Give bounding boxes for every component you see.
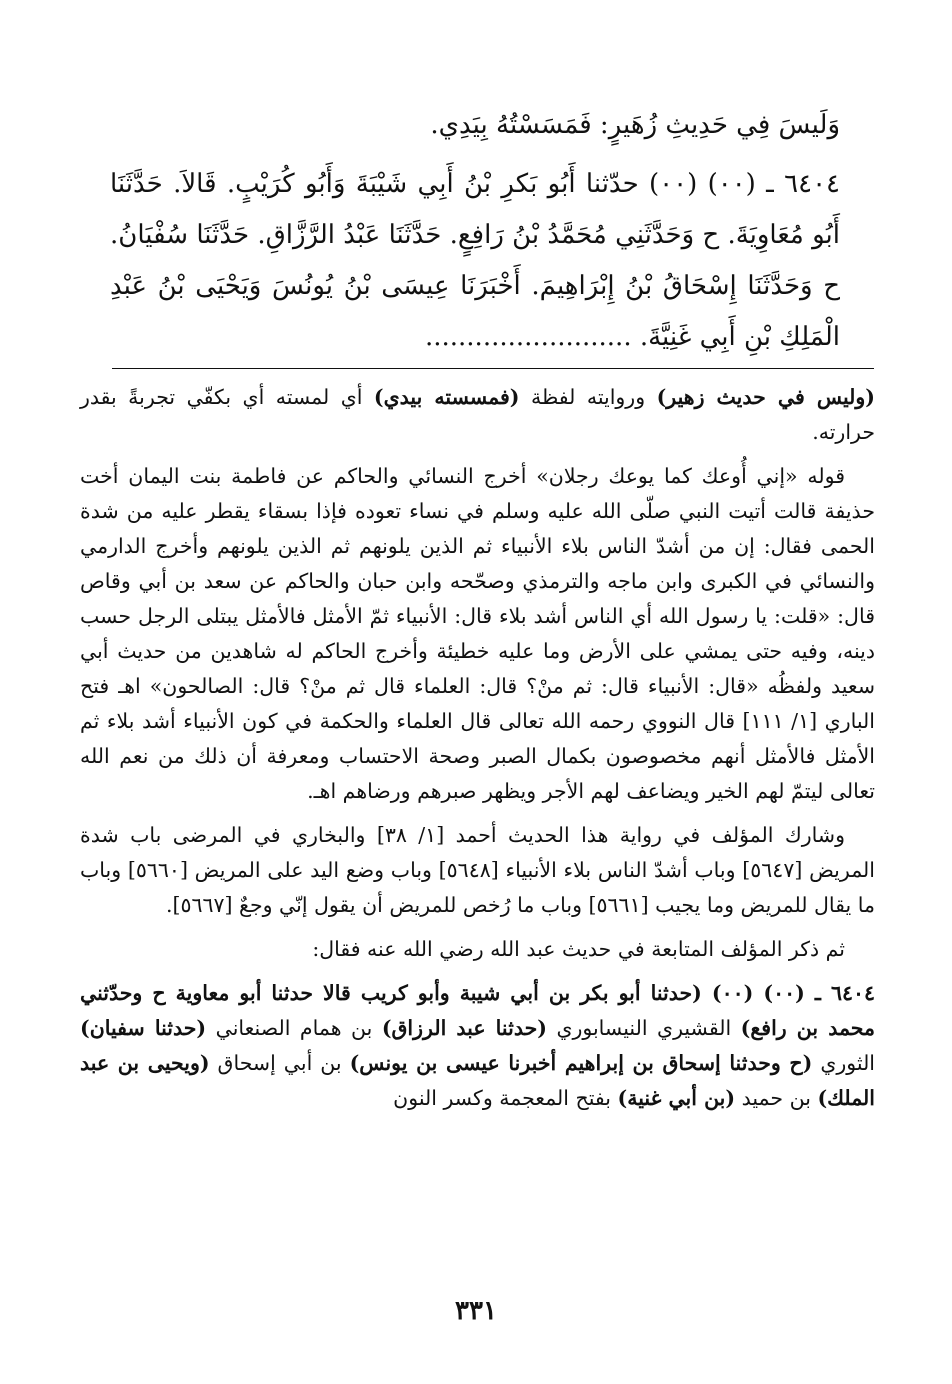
page-number: ٣٣١ bbox=[455, 1296, 497, 1326]
commentary-text: الثوري bbox=[812, 1051, 876, 1075]
commentary-paragraph-4: ثم ذكر المؤلف المتابعة في حديث عبد الله رضي الله عنه فقال: bbox=[312, 937, 845, 961]
quote-bold: (فمسسته بيدي) bbox=[373, 385, 520, 409]
commentary-text: القشيري النيسابوري bbox=[546, 1016, 741, 1040]
commentary-paragraph-1 bbox=[80, 380, 875, 450]
commentary-paragraph-2: قوله «إني أُوعك كما يوعك رجلان» أخرج النسائي والحاكم عن فاطمة بنت اليمان أخت حذيفة قالت أتيت النبي صلّى الله عليه وسلم في نساء تعوده فإذا بسقاء يقطر عليه من شدة الحمى فقال: إن من أشدّ الناس بلاء الأنبياء ثم الذين يلونهم ثم الذين يلونهم وأخرج الدارمي والنسائي في الكبرى وابن ماجه والترمذي وصحّحه وابن حبان والحاكم عن سعد بن أبي وقاص قال: «قلت: يا رسول الله أي الناس أشد بلاء قال: الأنبياء ثمّ الأمثل فالأمثل يبتلى الرجل حسب دينه، وفيه حتى يمشي على الأرض وما عليه خطيئة وأخرج الحاكم له شاهدين من حديث أبي سعيد ولفظُه «قال: الأنبياء قال: ثم منْ؟ قال: العلماء قال ثم منْ؟ قال: الصالحون» اهـ فتح الباري [١/ ١١١] قال النووي رحمه الله تعالى قال العلماء والحكمة في كون الأنبياء أشد بلاء ثم الأمثل فالأمثل أنهم مخصوصون بكمال الصبر وصحة الاحتساب ومعرفة أن ذلك من نعم الله تعالى ليتمّ لهم الخير ويضاعف لهم الأجر ويظهر صبرهم ورضاهم اهـ. bbox=[80, 464, 875, 803]
quote-bold: (حدثنا عبد الرزاق) bbox=[381, 1016, 547, 1040]
commentary-text: وروايته لفظة bbox=[519, 385, 657, 409]
quote-bold: ٦٤٠٤ ـ (٠٠) (٠٠) (حدثنا أبو بكر بن أبي شيبة وأبو كريب قالا حدثنا أبو معاوية ح وحدّثني محمد بن رافع) bbox=[80, 981, 876, 1040]
commentary-text: بن حميد bbox=[735, 1086, 818, 1110]
quote-bold: (حدثنا سفيان) bbox=[80, 1016, 207, 1040]
commentary-paragraph-3: وشارك المؤلف في رواية هذا الحديث أحمد [١/ ٣٨] والبخاري في المرضى باب شدة المريض [٥٦٤٧] وباب أشدّ الناس بلاء الأنبياء [٥٦٤٨] وباب وضع اليد على المريض [٥٦٦٠] وباب ما يقال للمريض وما يجيب [٥٦٦١] وباب ما رُخص للمريض أن يقول إنّي وجعٌ [٥٦٦٧]. bbox=[80, 823, 875, 917]
commentary-text: بن همام الصنعاني bbox=[206, 1016, 382, 1040]
footnote-divider bbox=[112, 368, 874, 369]
quote-bold: (وليس في حديث زهير) bbox=[656, 385, 876, 409]
commentary-text: بفتح المعجمة وكسر النون bbox=[393, 1086, 618, 1110]
hadith-isnad: ٦٤٠٤ ـ (٠٠) (٠٠) حدّثنا أَبُو بَكرِ بْنُ أَبِي شَيْبَةَ وَأَبُو كُرَيْبٍ. قَالاَ. حَدَّثَنَا أَبُو مُعَاوِيَةَ. ح وَحَدَّثَنِي مُحَمَّدُ بْنُ رَافِعٍ. حَدَّثَنَا عَبْدُ الرَّزَّاقِ. حَدَّثَنَا سُفْيَانُ. ح وَحَدَّثَنَا إِسْحَاقُ بْنُ إِبْرَاهِيمَ. أَخْبَرَنَا عِيسَى بْنُ يُونُسَ وَيَحْيَى بْنُ عَبْدِ الْمَلِكِ بْنِ أَبِي غَنِيَّةَ. ......................... bbox=[110, 169, 840, 352]
commentary-section bbox=[80, 380, 875, 1116]
quote-bold: (ويحيى بن عبد الملك) bbox=[80, 1051, 875, 1110]
commentary-text: بن أبي إسحاق bbox=[209, 1051, 350, 1075]
quote-bold: (ح وحدثنا إسحاق بن إبراهيم أخبرنا عيسى بن يونس) bbox=[349, 1051, 813, 1075]
hadith-lead-line: وَلَيسَ فِي حَدِيثِ زُهَيرٍ: فَمَسَسْتُهُ بِيَدِي. bbox=[430, 110, 840, 140]
commentary-paragraph-5 bbox=[80, 976, 875, 1116]
hadith-text bbox=[110, 100, 840, 363]
quote-bold: (بن أبي غنية) bbox=[617, 1086, 736, 1110]
commentary-text: أي لمسته أي بكفّي تجربةً بقدر حرارته. bbox=[80, 385, 875, 444]
